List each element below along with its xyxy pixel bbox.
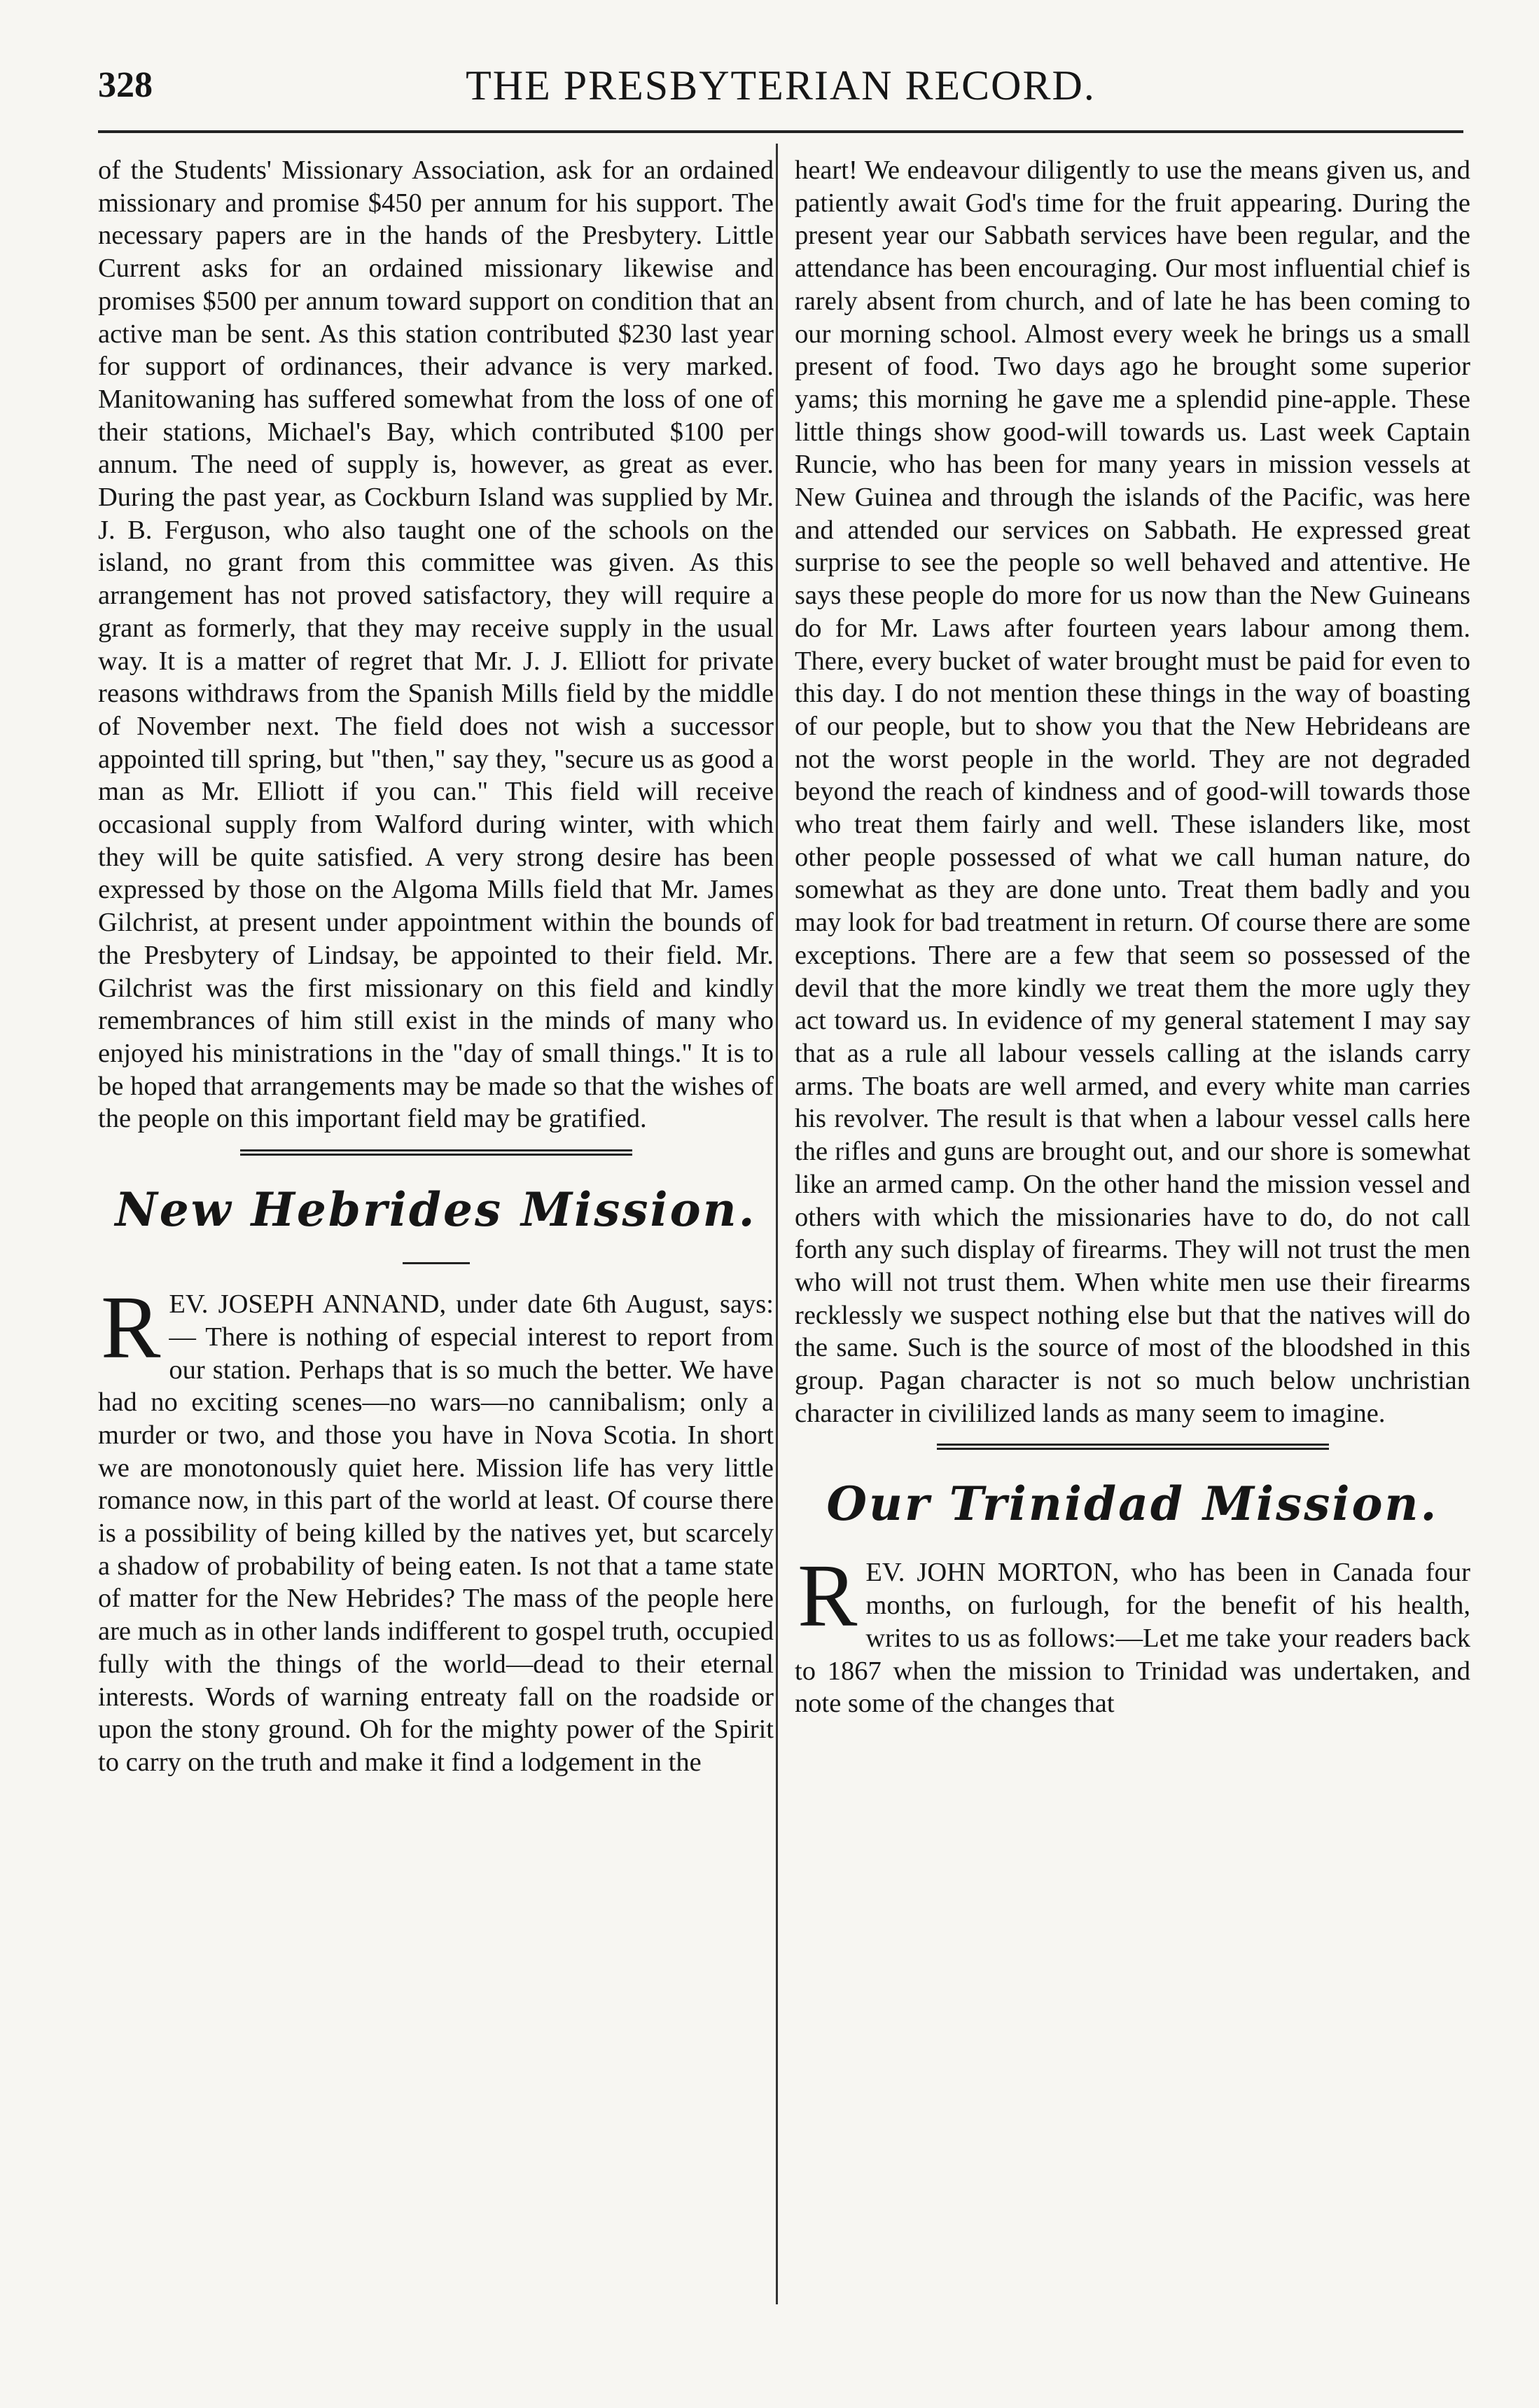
left-intro-paragraph: of the Students' Missionary Association, ask for an ordained missionary and promise $450 per annum for his support. The necessary papers are in the hands of the Presbytery. Little Current asks for an ordained missionary likewise and promises $500 per annum toward support on condition that an active man be sent. As this station contributed $230 last year for support of ordinances, their advance is very marked. Manitowaning has suffered somewhat from the loss of one of their stations, Michael's Bay, which contributed $100 per annum. The need of supply is, however, as great as ever. During the past year, as Cockburn Island was supplied by Mr. J. B. Ferguson, who also taught one of the schools on the island, no grant from this committee was given. As this arrangement has not proved satisfactory, they will require a grant as formerly, that they may receive supply in the usual way. It is a matter of regret that Mr. J. J. Elliott for private reasons withdraws from the Spanish Mills field by the middle of November next. The field does not wish a successor appointed till spring, but "then," say they, "secure us as good a man as Mr. Elliott if you can." This field will receive occasional supply from Walford during winter, with which they will be quite satisfied. A very strong desire has been expressed by those on the Algoma Mills field that Mr. James Gilchrist, at present under appointment within the bounds of the Presbytery of Lindsay, be appointed to their field. Mr. Gilchrist was the first missionary on this field and kindly remembrances of him still exist in the minds of many who enjoyed his ministrations in the "day of small things." It is to be hoped that arrangements may be made so that the wishes of the people on this important field may be gratified. bbox=[98, 155, 774, 1134]
running-title: THE PRESBYTERIAN RECORD. bbox=[466, 62, 1096, 109]
new-hebrides-text: under date 6th August, says:— There is nothing of especial interest to report from our station. Perhaps that is so much the better. We have had no exciting scenes—no wars—no cannibalism; only a murder or two, and those you have in Nova Scotia. In short we are monotonously quiet here. Mission life has very little romance now, in this part of the world at least. Of course there is a possibility of being killed by the natives yet, but scarcely a shadow of probability of being eaten. Is not that a tame state of matter for the New Hebrides? The mass of the people here are much as in other lands indifferent to gospel truth, occupied fully with the things of the world—dead to their eternal interests. Words of warning entreaty fall on the roadside or upon the stony ground. Oh for the mighty power of the Spirit to carry on the truth and make it find a lodgement in the bbox=[98, 1289, 774, 1777]
section-divider-double bbox=[937, 1444, 1329, 1450]
section-heading-new-hebrides: New Hebrides Mission. bbox=[115, 1182, 757, 1238]
page-number: 328 bbox=[98, 65, 153, 105]
author-name: EV. JOHN MORTON, bbox=[865, 1558, 1120, 1588]
trinidad-text: who has been in Canada four months, on furlough, for the benefit of his health, writes to us as follows:—Let me take your readers back to 1867 when the mission to Trinidad was undertaken, and note some of the changes that bbox=[795, 1558, 1470, 1719]
drop-cap: R bbox=[798, 1546, 858, 1646]
header-rule bbox=[98, 130, 1463, 133]
section-heading-trinidad: Our Trinidad Mission. bbox=[826, 1476, 1439, 1532]
page-header bbox=[98, 62, 1463, 118]
trinidad-paragraph bbox=[795, 1546, 1470, 1720]
left-column bbox=[98, 154, 774, 1779]
right-column bbox=[795, 154, 1470, 1720]
heading-underline bbox=[403, 1262, 470, 1264]
right-continued-paragraph: heart! We endeavour diligently to use the means given us, and patiently await God's time for the fruit appearing. During the present year our Sabbath services have been regular, and the attendance has been encouraging. Our most influential chief is rarely absent from church, and of late he has been coming to our morning school. Almost every week he brings us a small present of food. Two days ago he brought some superior yams; this morning he gave me a splendid pine-apple. These little things show good-will towards us. Last week Captain Runcie, who has been for many years in mission vessels at New Guinea and through the islands of the Pacific, was here and attended our services on Sabbath. He expressed great surprise to see the people so well behaved and attentive. He says these people do more for us now than the New Guineans do for Mr. Laws after fourteen years labour among them. There, every bucket of water brought must be paid for even to this day. I do not mention these things in the way of boasting of our people, but to show you that the New Hebrideans are not the worst people in the world. They are not degraded beyond the reach of kindness and of good-will towards those who treat them fairly and well. These islanders like, most other people possessed of what we call human nature, do somewhat as they are done unto. Treat them badly and you may look for bad treatment in return. Of course there are some exceptions. There are a few that seem so possessed of the devil that the more kindly we treat them the more ugly they act toward us. In evidence of my general statement I may say that as a rule all labour vessels calling at the islands carry arms. The boats are well armed, and every white man carries his revolver. The result is that when a labour vessel calls here the rifles and guns are brought out, and our shore is somewhat like an armed camp. On the other hand the mission vessel and others with which the missionaries have to do, do not call forth any such display of firearms. They will not trust the men who will not trust them. When white men use their firearms recklessly we suspect nothing else but that the natives will do the same. Such is the source of most of the bloodshed in this group. Pagan character is not so much below unchristian character in civililized lands as many seem to imagine. bbox=[795, 155, 1470, 1428]
section-divider-double bbox=[240, 1149, 632, 1156]
drop-cap: R bbox=[101, 1278, 161, 1378]
column-divider bbox=[776, 144, 778, 2304]
new-hebrides-paragraph bbox=[98, 1278, 774, 1779]
author-name: EV. JOSEPH ANNAND, bbox=[169, 1289, 447, 1320]
